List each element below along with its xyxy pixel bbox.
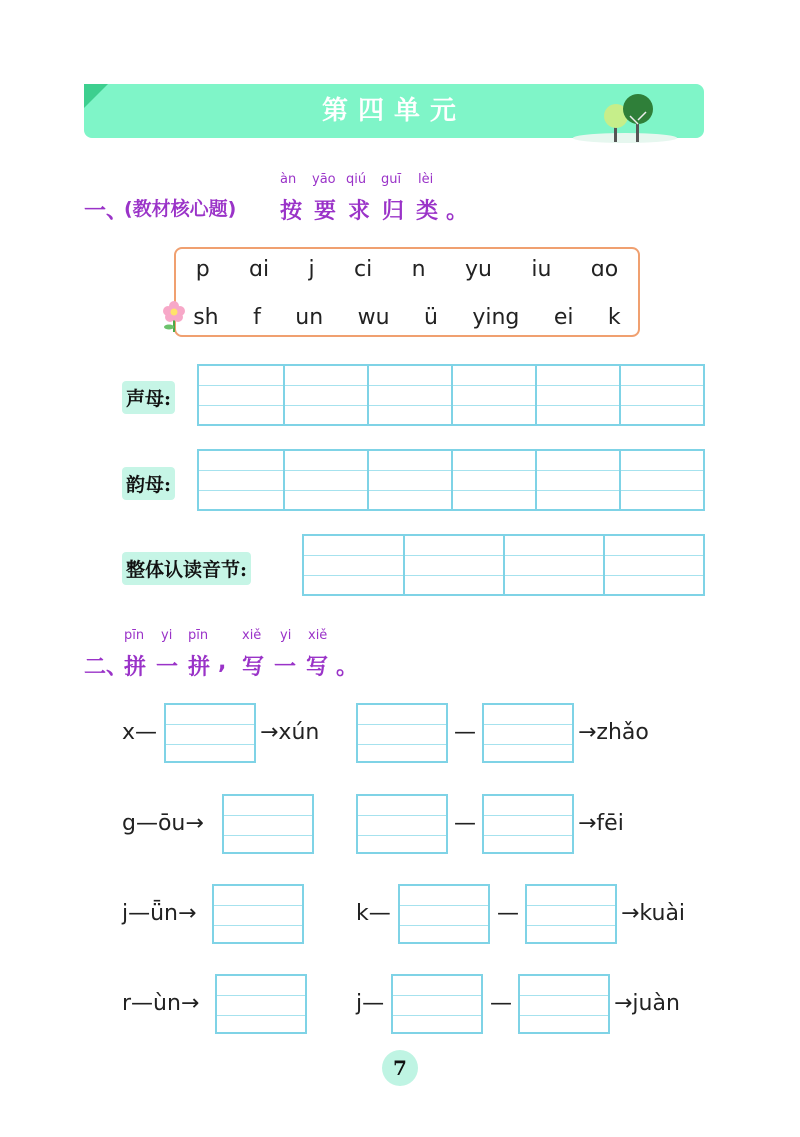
ex4-result: →fēi — [578, 811, 624, 836]
letter: ü — [423, 305, 438, 330]
ex5-answer-box[interactable] — [212, 884, 304, 944]
ex1-prefix: x— — [122, 720, 158, 745]
instruction-period: 。 — [446, 199, 469, 224]
ex7-prefix: r—ùn→ — [122, 991, 200, 1016]
tree-icon — [570, 94, 680, 144]
pinyin-syllable: xiě — [242, 628, 262, 643]
instruction-char: 归 — [382, 199, 405, 224]
instruction-char: 类 — [416, 199, 439, 224]
label-zhengti: 整体认读音节: — [122, 552, 251, 585]
pinyin-syllable: lèi — [418, 172, 434, 187]
ex6-separator: — — [497, 901, 519, 926]
pinyin-syllable: àn — [280, 172, 297, 187]
pinyin-syllable: guī — [381, 172, 402, 187]
section1-instruction — [280, 172, 470, 222]
section1-tag: (教材核心题) — [124, 198, 237, 220]
ex6-result: →kuài — [621, 901, 686, 926]
instruction-char: 写 — [306, 655, 329, 680]
pinyin-syllable: pīn — [188, 628, 209, 643]
pinyin-syllable: yi — [161, 628, 173, 643]
letter: iu — [531, 257, 552, 282]
ex2-result: →zhǎo — [578, 720, 649, 745]
instruction-char: 一 — [156, 655, 179, 680]
instruction-period: 。 — [336, 655, 359, 680]
pinyin-syllable: qiú — [346, 172, 367, 187]
ex4-separator: — — [454, 811, 476, 836]
instruction-char: 写 — [242, 655, 265, 680]
instruction-char: 求 — [348, 199, 371, 224]
ex8-prefix: j— — [356, 991, 385, 1016]
label-yunmu: 韵母: — [122, 467, 175, 500]
letter: ying — [472, 305, 520, 330]
pinyin-syllable: yāo — [312, 172, 336, 187]
letter: p — [195, 257, 210, 282]
letter: ei — [553, 305, 574, 330]
letter-box — [174, 247, 640, 337]
yunmu-writing-grid[interactable] — [197, 449, 705, 511]
letter: f — [253, 305, 261, 330]
section2-number: 二、 — [84, 655, 129, 680]
ex4-answer-box-2[interactable] — [482, 794, 574, 854]
instruction-char: 按 — [280, 199, 303, 224]
unit-title: 第四单元 — [321, 96, 466, 126]
ex2-answer-box-2[interactable] — [482, 703, 574, 763]
ex2-separator: — — [454, 720, 476, 745]
ex1-result: →xún — [260, 720, 320, 745]
shengmu-writing-grid[interactable] — [197, 364, 705, 426]
flower-icon — [160, 300, 188, 334]
label-shengmu: 声母: — [122, 381, 175, 414]
letter: n — [411, 257, 426, 282]
letter: ci — [354, 257, 373, 282]
letter: ɑi — [249, 257, 270, 282]
letter: yu — [464, 257, 492, 282]
ex4-answer-box-1[interactable] — [356, 794, 448, 854]
ex6-answer-box-2[interactable] — [525, 884, 617, 944]
ex7-answer-box[interactable] — [215, 974, 307, 1034]
instruction-char: 拼 — [124, 655, 147, 680]
ex5-prefix: j—ǖn→ — [122, 901, 197, 926]
section2-header — [84, 628, 374, 678]
ex8-answer-box-2[interactable] — [518, 974, 610, 1034]
instruction-comma: , — [218, 650, 227, 675]
letter-row-2 — [176, 305, 638, 330]
instruction-char: 拼 — [188, 655, 211, 680]
letter: un — [295, 305, 324, 330]
letter: wu — [357, 305, 390, 330]
pinyin-syllable: pīn — [124, 628, 145, 643]
instruction-char: 要 — [314, 199, 337, 224]
letter: sh — [193, 305, 219, 330]
ex2-answer-box-1[interactable] — [356, 703, 448, 763]
pinyin-syllable: xiě — [308, 628, 328, 643]
instruction-char: 一 — [274, 655, 297, 680]
letter: j — [308, 257, 315, 282]
ex8-separator: — — [490, 991, 512, 1016]
letter: ɑo — [590, 257, 619, 282]
ex8-result: →juàn — [614, 991, 680, 1016]
letter-row-1 — [176, 257, 638, 282]
ex3-prefix: g—ōu→ — [122, 811, 204, 836]
ex6-prefix: k— — [356, 901, 391, 926]
letter: k — [607, 305, 621, 330]
ex8-answer-box-1[interactable] — [391, 974, 483, 1034]
pinyin-syllable: yi — [280, 628, 292, 643]
zhengti-writing-grid[interactable] — [302, 534, 705, 596]
ex1-answer-box[interactable] — [164, 703, 256, 763]
ex6-answer-box-1[interactable] — [398, 884, 490, 944]
section1-number: 一、 — [84, 199, 129, 224]
page-number: 7 — [393, 1056, 407, 1080]
ex3-answer-box[interactable] — [222, 794, 314, 854]
